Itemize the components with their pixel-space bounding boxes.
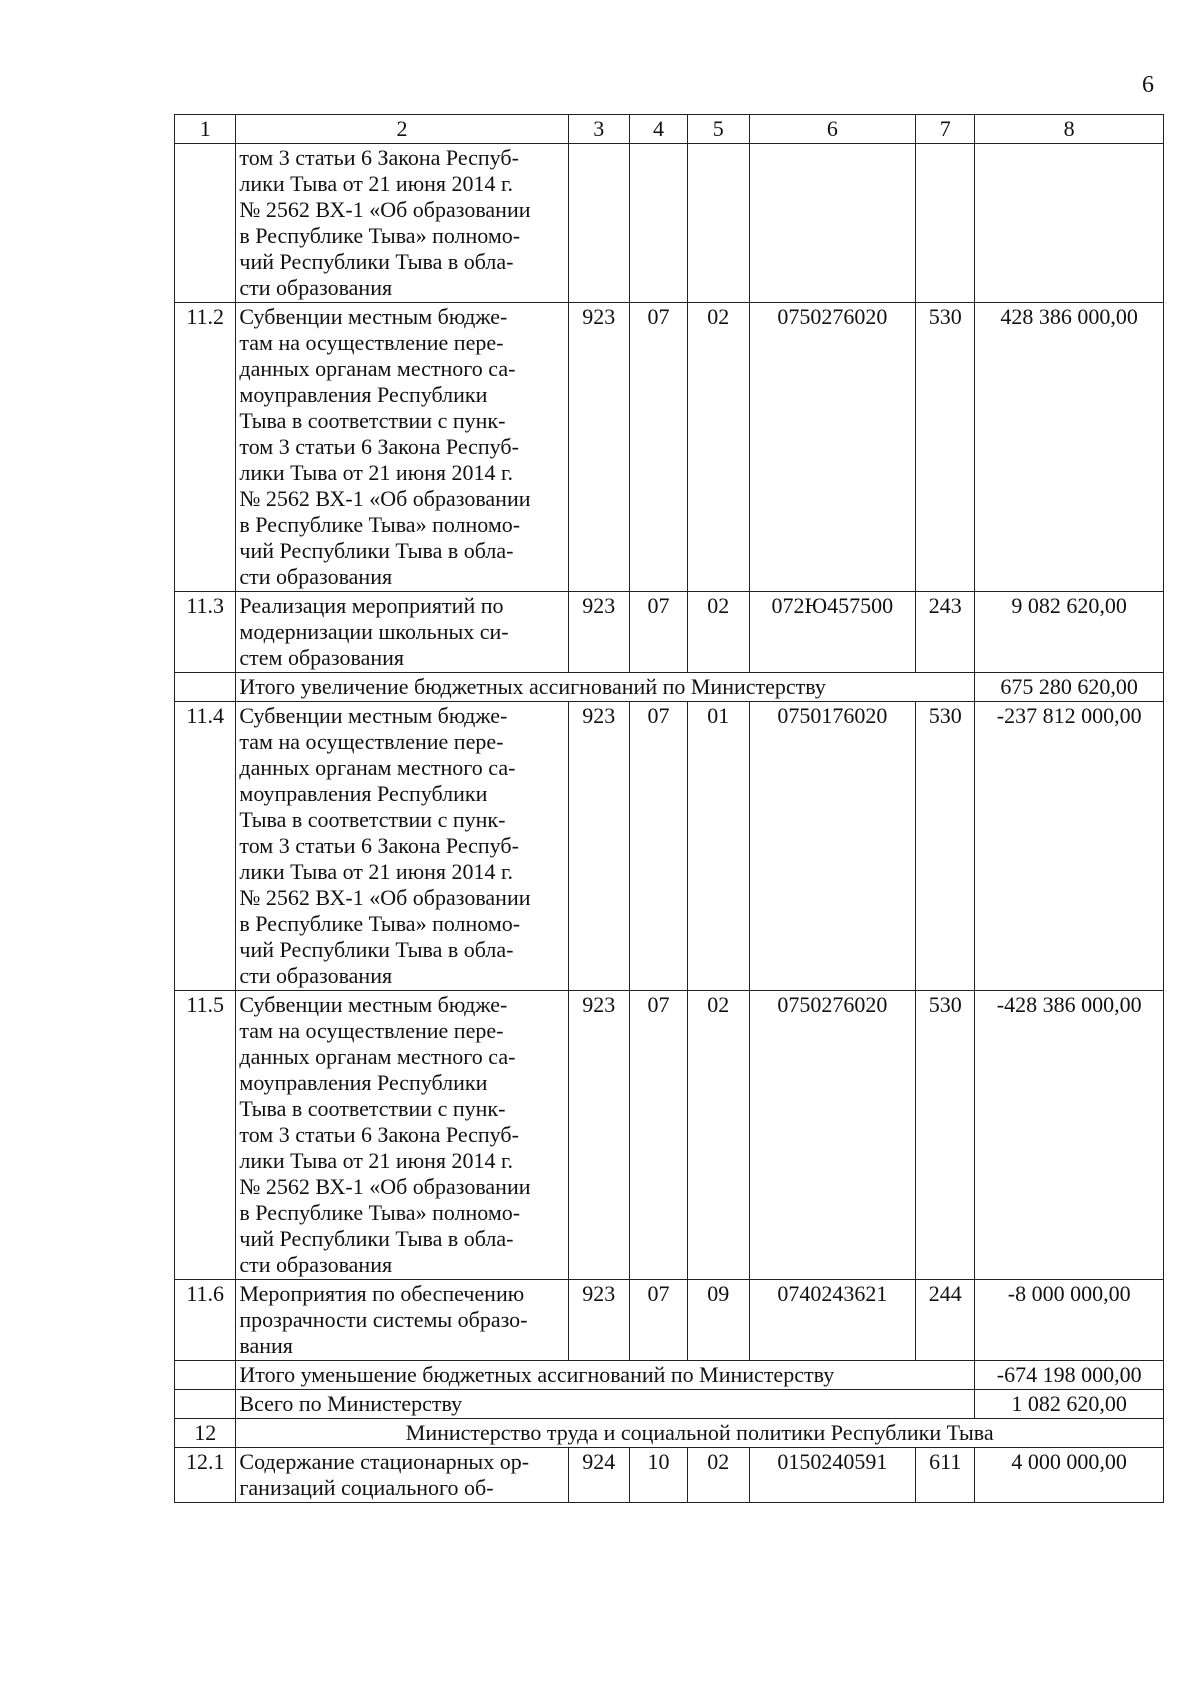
row-number: 11.5: [175, 991, 236, 1280]
total-label: Всего по Министерству: [236, 1390, 975, 1419]
subsection-code: 02: [688, 592, 749, 673]
amount: -428 386 000,00: [975, 991, 1164, 1280]
amount: 4 000 000,00: [975, 1448, 1164, 1503]
ministry-code: 923: [568, 592, 629, 673]
table-header-row: [175, 115, 1164, 144]
section-code: 07: [630, 303, 688, 592]
amount: 9 082 620,00: [975, 592, 1164, 673]
total-row: [175, 673, 1164, 702]
row-number: 12.1: [175, 1448, 236, 1503]
target-article-code: 0750276020: [749, 991, 916, 1280]
row-number: 11.3: [175, 592, 236, 673]
page-number: 6: [1142, 72, 1154, 98]
row-description: Реализация мероприятий по модернизации школьных си- стем образования: [236, 592, 568, 673]
expense-type-code: 243: [916, 592, 975, 673]
section-code: 07: [630, 702, 688, 991]
section-code: 07: [630, 991, 688, 1280]
subsection-code: 02: [688, 991, 749, 1280]
target-article-code: 0750276020: [749, 303, 916, 592]
target-article-code: 0750176020: [749, 702, 916, 991]
row-number: 12: [175, 1419, 236, 1448]
expense-type-code: 530: [916, 303, 975, 592]
row-description: Содержание стационарных ор- ганизаций социального об-: [236, 1448, 568, 1503]
row-description: Мероприятия по обеспечению прозрачности системы образо- вания: [236, 1280, 568, 1361]
subsection-code: 02: [688, 303, 749, 592]
ministry-code: 924: [568, 1448, 629, 1503]
amount: [975, 144, 1164, 303]
section-title: Министерство труда и социальной политики Республики Тыва: [236, 1419, 1164, 1448]
table-row: [175, 1280, 1164, 1361]
section-row: [175, 1419, 1164, 1448]
target-article-code: 0150240591: [749, 1448, 916, 1503]
row-number: 11.4: [175, 702, 236, 991]
ministry-code: 923: [568, 991, 629, 1280]
section-code: [630, 144, 688, 303]
target-article-code: 072Ю457500: [749, 592, 916, 673]
expense-type-code: 530: [916, 991, 975, 1280]
header-cell: 5: [688, 115, 749, 144]
section-code: 10: [630, 1448, 688, 1503]
row-description: Субвенции местным бюдже- там на осуществление пере- данных органам местного са- моуправления Республики Тыва в соответствии с пунк- том 3 статьи 6 Закона Респуб- лики Тыва от 21 июня 2014 г. № 2562 ВХ-1 «Об образовании в Республике Тыва» полномо- чий Республики Тыва в обла- сти образования: [236, 702, 568, 991]
subsection-code: 02: [688, 1448, 749, 1503]
header-cell: 7: [916, 115, 975, 144]
row-number: [175, 144, 236, 303]
ministry-code: 923: [568, 702, 629, 991]
section-code: 07: [630, 1280, 688, 1361]
ministry-code: 923: [568, 303, 629, 592]
expense-type-code: 530: [916, 702, 975, 991]
ministry-code: 923: [568, 1280, 629, 1361]
header-cell: 2: [236, 115, 568, 144]
row-number: [175, 1361, 236, 1390]
amount: 428 386 000,00: [975, 303, 1164, 592]
table-row: [175, 303, 1164, 592]
total-row: [175, 1390, 1164, 1419]
section-code: 07: [630, 592, 688, 673]
table-row: [175, 592, 1164, 673]
expense-type-code: 611: [916, 1448, 975, 1503]
amount: -8 000 000,00: [975, 1280, 1164, 1361]
header-cell: 4: [630, 115, 688, 144]
row-number: 11.6: [175, 1280, 236, 1361]
subsection-code: [688, 144, 749, 303]
ministry-code: [568, 144, 629, 303]
budget-table: [174, 114, 1164, 1503]
table-row: [175, 991, 1164, 1280]
table-row: [175, 144, 1164, 303]
row-description: том 3 статьи 6 Закона Респуб- лики Тыва от 21 июня 2014 г. № 2562 ВХ-1 «Об образовании в Республике Тыва» полномо- чий Республики Тыва в обла- сти образования: [236, 144, 568, 303]
total-row: [175, 1361, 1164, 1390]
subsection-code: 01: [688, 702, 749, 991]
table-row: [175, 1448, 1164, 1503]
expense-type-code: 244: [916, 1280, 975, 1361]
target-article-code: 0740243621: [749, 1280, 916, 1361]
total-amount: -674 198 000,00: [975, 1361, 1164, 1390]
header-cell: 3: [568, 115, 629, 144]
row-number: [175, 1390, 236, 1419]
subsection-code: 09: [688, 1280, 749, 1361]
expense-type-code: [916, 144, 975, 303]
row-description: Субвенции местным бюдже- там на осуществление пере- данных органам местного са- моуправления Республики Тыва в соответствии с пунк- том 3 статьи 6 Закона Респуб- лики Тыва от 21 июня 2014 г. № 2562 ВХ-1 «Об образовании в Республике Тыва» полномо- чий Республики Тыва в обла- сти образования: [236, 991, 568, 1280]
total-label: Итого увеличение бюджетных ассигнований по Министерству: [236, 673, 975, 702]
total-amount: 1 082 620,00: [975, 1390, 1164, 1419]
row-number: 11.2: [175, 303, 236, 592]
row-number: [175, 673, 236, 702]
target-article-code: [749, 144, 916, 303]
header-cell: 8: [975, 115, 1164, 144]
table-row: [175, 702, 1164, 991]
amount: -237 812 000,00: [975, 702, 1164, 991]
total-amount: 675 280 620,00: [975, 673, 1164, 702]
header-cell: 6: [749, 115, 916, 144]
header-cell: 1: [175, 115, 236, 144]
total-label: Итого уменьшение бюджетных ассигнований по Министерству: [236, 1361, 975, 1390]
row-description: Субвенции местным бюдже- там на осуществление пере- данных органам местного са- моуправления Республики Тыва в соответствии с пунк- том 3 статьи 6 Закона Респуб- лики Тыва от 21 июня 2014 г. № 2562 ВХ-1 «Об образовании в Республике Тыва» полномо- чий Республики Тыва в обла- сти образования: [236, 303, 568, 592]
